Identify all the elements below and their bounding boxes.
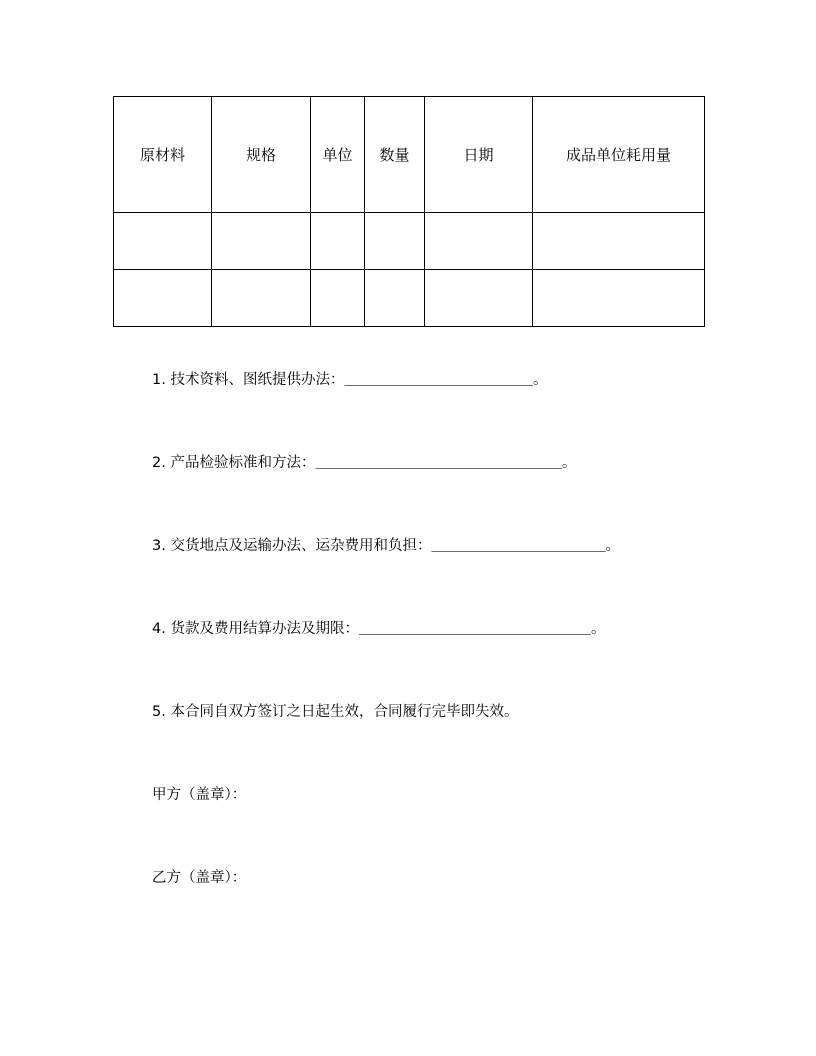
table-cell: [425, 270, 533, 327]
header-quantity: 数量: [365, 97, 425, 213]
header-unit: 单位: [311, 97, 365, 213]
party-a-signature: 甲方（盖章）：: [152, 787, 247, 803]
table-cell: [425, 213, 533, 270]
table-cell: [311, 270, 365, 327]
clause-inspection-standards: 2. 产品检验标准和方法：＿＿＿＿＿＿＿＿＿＿＿＿＿＿＿＿＿。: [152, 455, 577, 471]
table-row: [114, 270, 705, 327]
materials-table: [113, 96, 705, 327]
header-raw-material: 原材料: [114, 97, 212, 213]
header-specification: 规格: [212, 97, 311, 213]
table-cell: [212, 213, 311, 270]
table-cell: [533, 213, 705, 270]
clause-technical-documents: 1. 技术资料、图纸提供办法：＿＿＿＿＿＿＿＿＿＿＿＿＿。: [152, 372, 548, 388]
table-cell: [114, 213, 212, 270]
table-cell: [311, 213, 365, 270]
table-header-row: [114, 97, 705, 213]
table-cell: [365, 213, 425, 270]
party-b-signature: 乙方（盖章）：: [152, 870, 247, 886]
header-date: 日期: [425, 97, 533, 213]
table-cell: [533, 270, 705, 327]
clause-delivery-transport: 3. 交货地点及运输办法、运杂费用和负担：＿＿＿＿＿＿＿＿＿＿＿＿。: [152, 538, 620, 554]
table-cell: [114, 270, 212, 327]
clause-payment-settlement: 4. 货款及费用结算办法及期限：＿＿＿＿＿＿＿＿＿＿＿＿＿＿＿＿。: [152, 621, 606, 637]
table-cell: [365, 270, 425, 327]
table-cell: [212, 270, 311, 327]
header-unit-consumption: 成品单位耗用量: [533, 97, 705, 213]
clause-effective-date: 5. 本合同自双方签订之日起生效，合同履行完毕即失效。: [152, 704, 519, 720]
table-row: [114, 213, 705, 270]
